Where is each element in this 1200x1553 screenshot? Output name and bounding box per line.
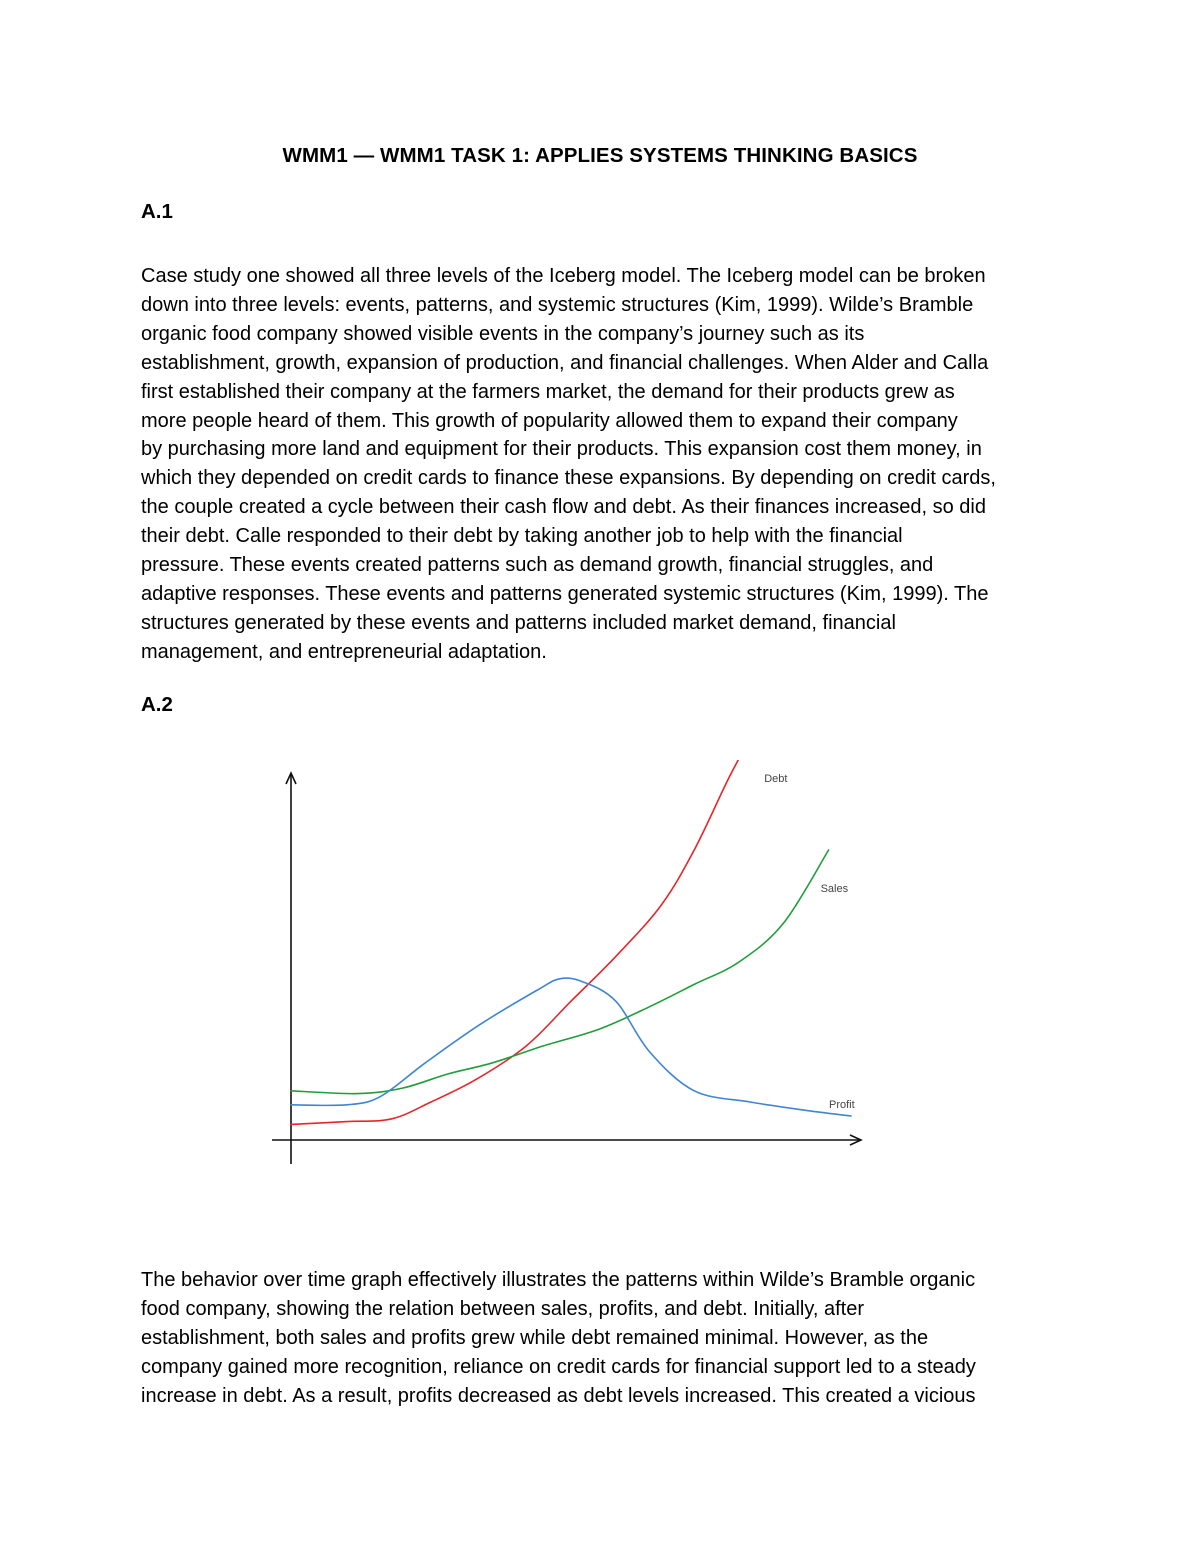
series-label-debt: Debt [764,773,788,785]
paragraph-line: their debt. Calle responded to their debt by taking another job to help with the financial [141,525,903,548]
paragraph-line: down into three levels: events, patterns, and systemic structures (Kim, 1999). Wilde’s Bramble [141,293,974,316]
paragraph-line: by purchasing more land and equipment for their products. This expansion cost them money, in [141,438,982,461]
section-heading-a2: A.2 [141,693,173,716]
series-line-debt [291,760,750,1124]
paragraph-line: more people heard of them. This growth of popularity allowed them to expand their company [141,409,958,432]
chart-labels-layer [764,773,854,1111]
paragraph-line: the couple created a cycle between their cash flow and debt. As their finances increased, so did [141,496,986,519]
paragraph-line: which they depended on credit cards to finance these expansions. By depending on credit cards, [141,467,996,490]
paragraph-line: organic food company showed visible events in the company’s journey such as its [141,322,865,345]
chart-series-layer [291,760,851,1124]
paragraph-line: pressure. These events created patterns such as demand growth, financial struggles, and [141,554,934,577]
behavior-over-time-graph [262,760,882,1170]
paragraph-line: increase in debt. As a result, profits decreased as debt levels increased. This created a vicious [141,1384,976,1407]
paragraph-line: adaptive responses. These events and patterns generated systemic structures (Kim, 1999). The [141,582,989,605]
paragraph-line: establishment, both sales and profits grew while debt remained minimal. However, as the [141,1326,929,1349]
section-heading-a1: A.1 [141,200,173,223]
series-label-sales: Sales [820,883,849,895]
section-a2-paragraph [141,1266,1061,1411]
section-a1-paragraph [141,262,1061,667]
series-label-profit: Profit [829,1099,855,1111]
paragraph-line: The behavior over time graph effectively illustrates the patterns within Wilde’s Bramble organic [141,1269,976,1291]
paragraph-line: first established their company at the farmers market, the demand for their products grew as [141,380,955,403]
paragraph-line: establishment, growth, expansion of production, and financial challenges. When Alder and Calla [141,351,989,374]
paragraph-line: food company, showing the relation between sales, profits, and debt. Initially, after [141,1297,865,1320]
series-line-sales [291,850,829,1094]
paragraph-line: structures generated by these events and patterns included market demand, financial [141,611,896,634]
document-title: WMM1 — WMM1 TASK 1: APPLIES SYSTEMS THINKING BASICS [282,144,918,167]
series-line-profit [291,978,851,1116]
paragraph-line: management, and entrepreneurial adaptation. [141,640,547,663]
behavior-over-time-svg [262,760,882,1170]
paragraph-line: Case study one showed all three levels of the Iceberg model. The Iceberg model can be broken [141,265,986,287]
paragraph-line: company gained more recognition, reliance on credit cards for financial support led to a steady [141,1355,976,1378]
